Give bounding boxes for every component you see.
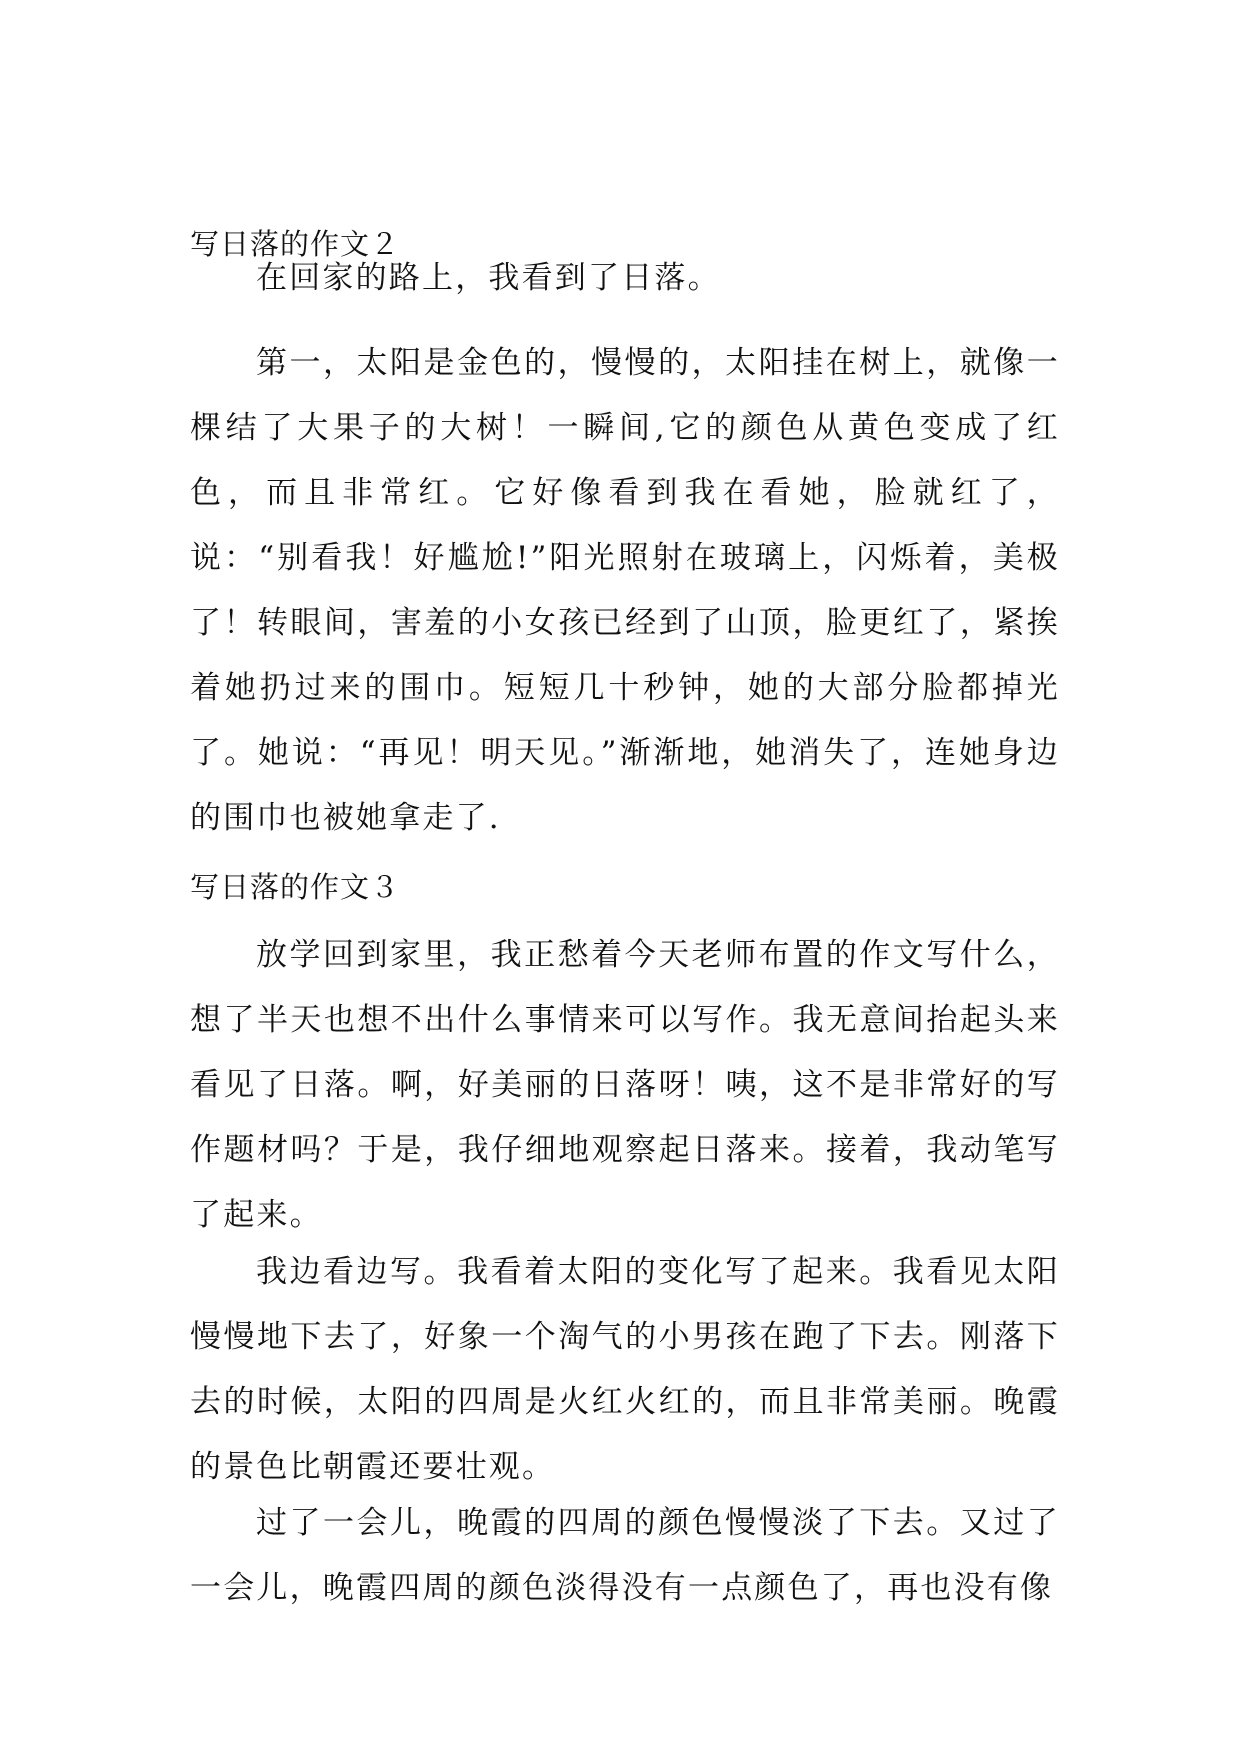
essay-3-paragraph-3: 过了一会儿，晚霞的四周的颜色慢慢淡了下去。又过了一会儿，晚霞四周的颜色淡得没有一点颜色了，再也没有像 [190, 1505, 1060, 1606]
essay-3-paragraph-2: 我边看边写。我看着太阳的变化写了起来。我看见太阳慢慢地下去了，好象一个淘气的小男孩在跑了下去。刚落下去的时候，太阳的四周是火红火红的，而且非常美丽。晚霞的景色比朝霞还要壮观。 [190, 1254, 1060, 1485]
essay-2-title: 写日落的作文２ [190, 227, 401, 261]
essay-3-paragraph-1: 放学回到家里，我正愁着今天老师布置的作文写什么，想了半天也想不出什么事情来可以写作。我无意间抬起头来看见了日落。啊，好美丽的日落呀！咦，这不是非常好的写作题材吗？于是，我仔细地观察起日落来。接着，我动笔写了起来。 [190, 937, 1060, 1233]
essay-3-title: 写日落的作文３ [190, 870, 401, 904]
essay-2-paragraph-2: 第一，太阳是金色的，慢慢的，太阳挂在树上，就像一棵结了大果子的大树！一瞬间,它的颜色从黄色变成了红色，而且非常红。它好像看到我在看她，脸就红了，说：“别看我！好尴尬!”阳光照射在玻璃上，闪烁着，美极了！转眼间，害羞的小女孩已经到了山顶，脸更红了，紧挨着她扔过来的围巾。短短几十秒钟，她的大部分脸都掉光了。她说：“再见！明天见。”渐渐地，她消失了，连她身边的围巾也被她拿走了. [190, 345, 1060, 836]
essay-2-paragraph-1: 在回家的路上，我看到了日落。 [256, 260, 721, 296]
